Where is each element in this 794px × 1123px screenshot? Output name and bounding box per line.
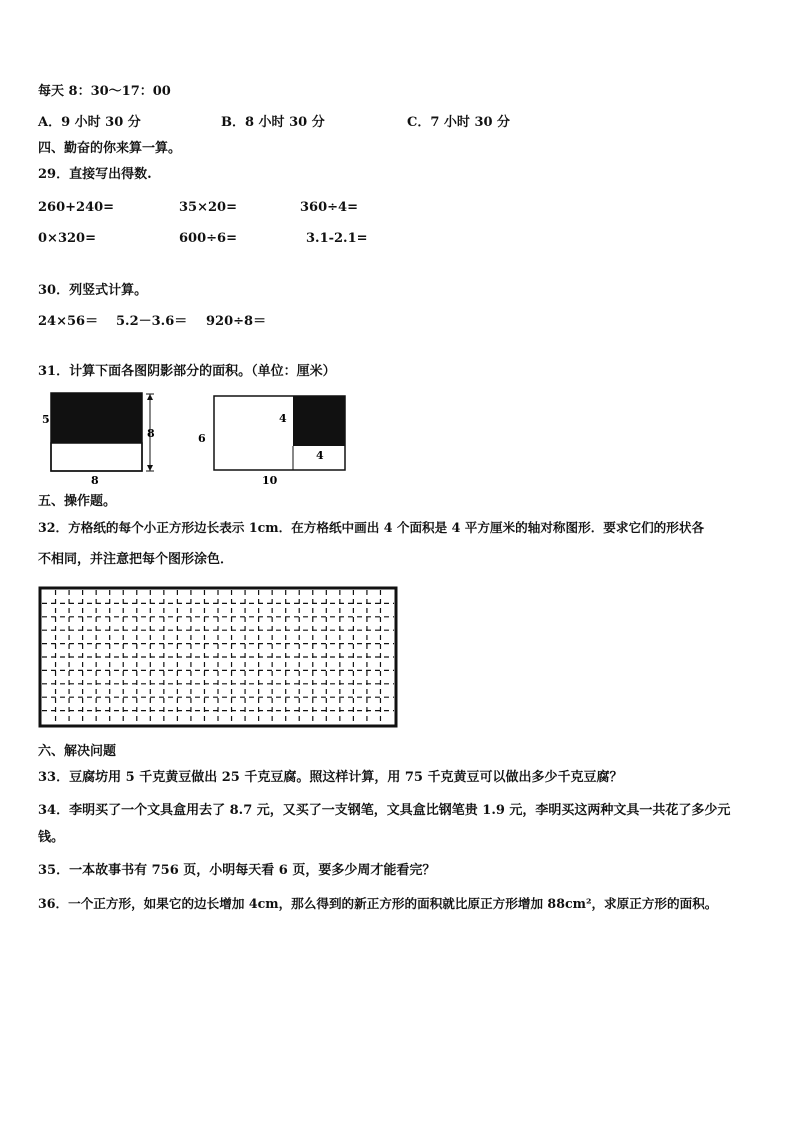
fig1-left-label: 5 [42, 413, 50, 426]
q30-item: 5.2－3.6＝ [116, 314, 188, 329]
q34-line-1: 34．李明买了一个文具盒用去了 8.7 元，又买了一支钢笔，文具盒比钢笔贵 1.9 元，李明买这两种文具一共花了多少元 [38, 803, 731, 818]
q31-figure-2 [196, 392, 356, 488]
q31-figure-1 [40, 390, 165, 486]
q36-text: 36．一个正方形，如果它的边长增加 4cm，那么得到的新正方形的面积就比原正方形增加 88cm²，求原正方形的面积。 [38, 896, 718, 911]
fig2-inner-bottom-label: 4 [316, 449, 324, 462]
fig2-inner-label: 4 [279, 412, 287, 425]
option-a: A．9 小时 30 分 [38, 115, 141, 130]
q30-item: 920÷8＝ [206, 314, 267, 329]
q30-item: 24×56＝ [38, 314, 99, 329]
option-c: C．7 小时 30 分 [407, 115, 511, 130]
fig1-bottom-label: 8 [91, 474, 99, 486]
grid-paper [38, 586, 398, 728]
q31-title: 31．计算下面各图阴影部分的面积。（单位：厘米） [38, 364, 336, 379]
q29-item: 260+240= [38, 200, 115, 215]
fig1-right-label: 8 [147, 427, 155, 440]
section-four-heading: 四、勤奋的你来算一算。 [38, 141, 182, 156]
section-six-heading: 六、解决问题 [38, 744, 117, 759]
q32-line-2: 不相同，并注意把每个图形涂色． [38, 552, 234, 567]
fig2-left-label: 6 [198, 432, 206, 445]
option-b: B．8 小时 30 分 [221, 115, 325, 130]
schedule-text: 每天 8：30～17：00 [38, 84, 171, 99]
q29-item: 3.1-2.1= [306, 231, 368, 246]
q29-item: 35×20= [179, 200, 237, 215]
q32-line-1: 32．方格纸的每个小正方形边长表示 1cm．在方格纸中画出 4 个面积是 4 平方厘米的轴对称图形．要求它们的形状各 [38, 520, 705, 535]
q29-title: 29．直接写出得数. [38, 167, 152, 182]
q29-item: 600÷6= [179, 231, 237, 246]
q34-line-2: 钱。 [38, 830, 65, 845]
section-five-heading: 五、操作题。 [38, 494, 117, 509]
q30-title: 30．列竖式计算。 [38, 283, 148, 298]
fig2-bottom-label: 10 [262, 474, 278, 487]
q29-item: 360÷4= [300, 200, 358, 215]
q29-item: 0×320= [38, 231, 96, 246]
q33-text: 33．豆腐坊用 5 千克黄豆做出 25 千克豆腐。照这样计算，用 75 千克黄豆可以做出多少千克豆腐？ [38, 770, 623, 785]
q35-text: 35．一本故事书有 756 页，小明每天看 6 页，要多少周才能看完？ [38, 863, 436, 878]
